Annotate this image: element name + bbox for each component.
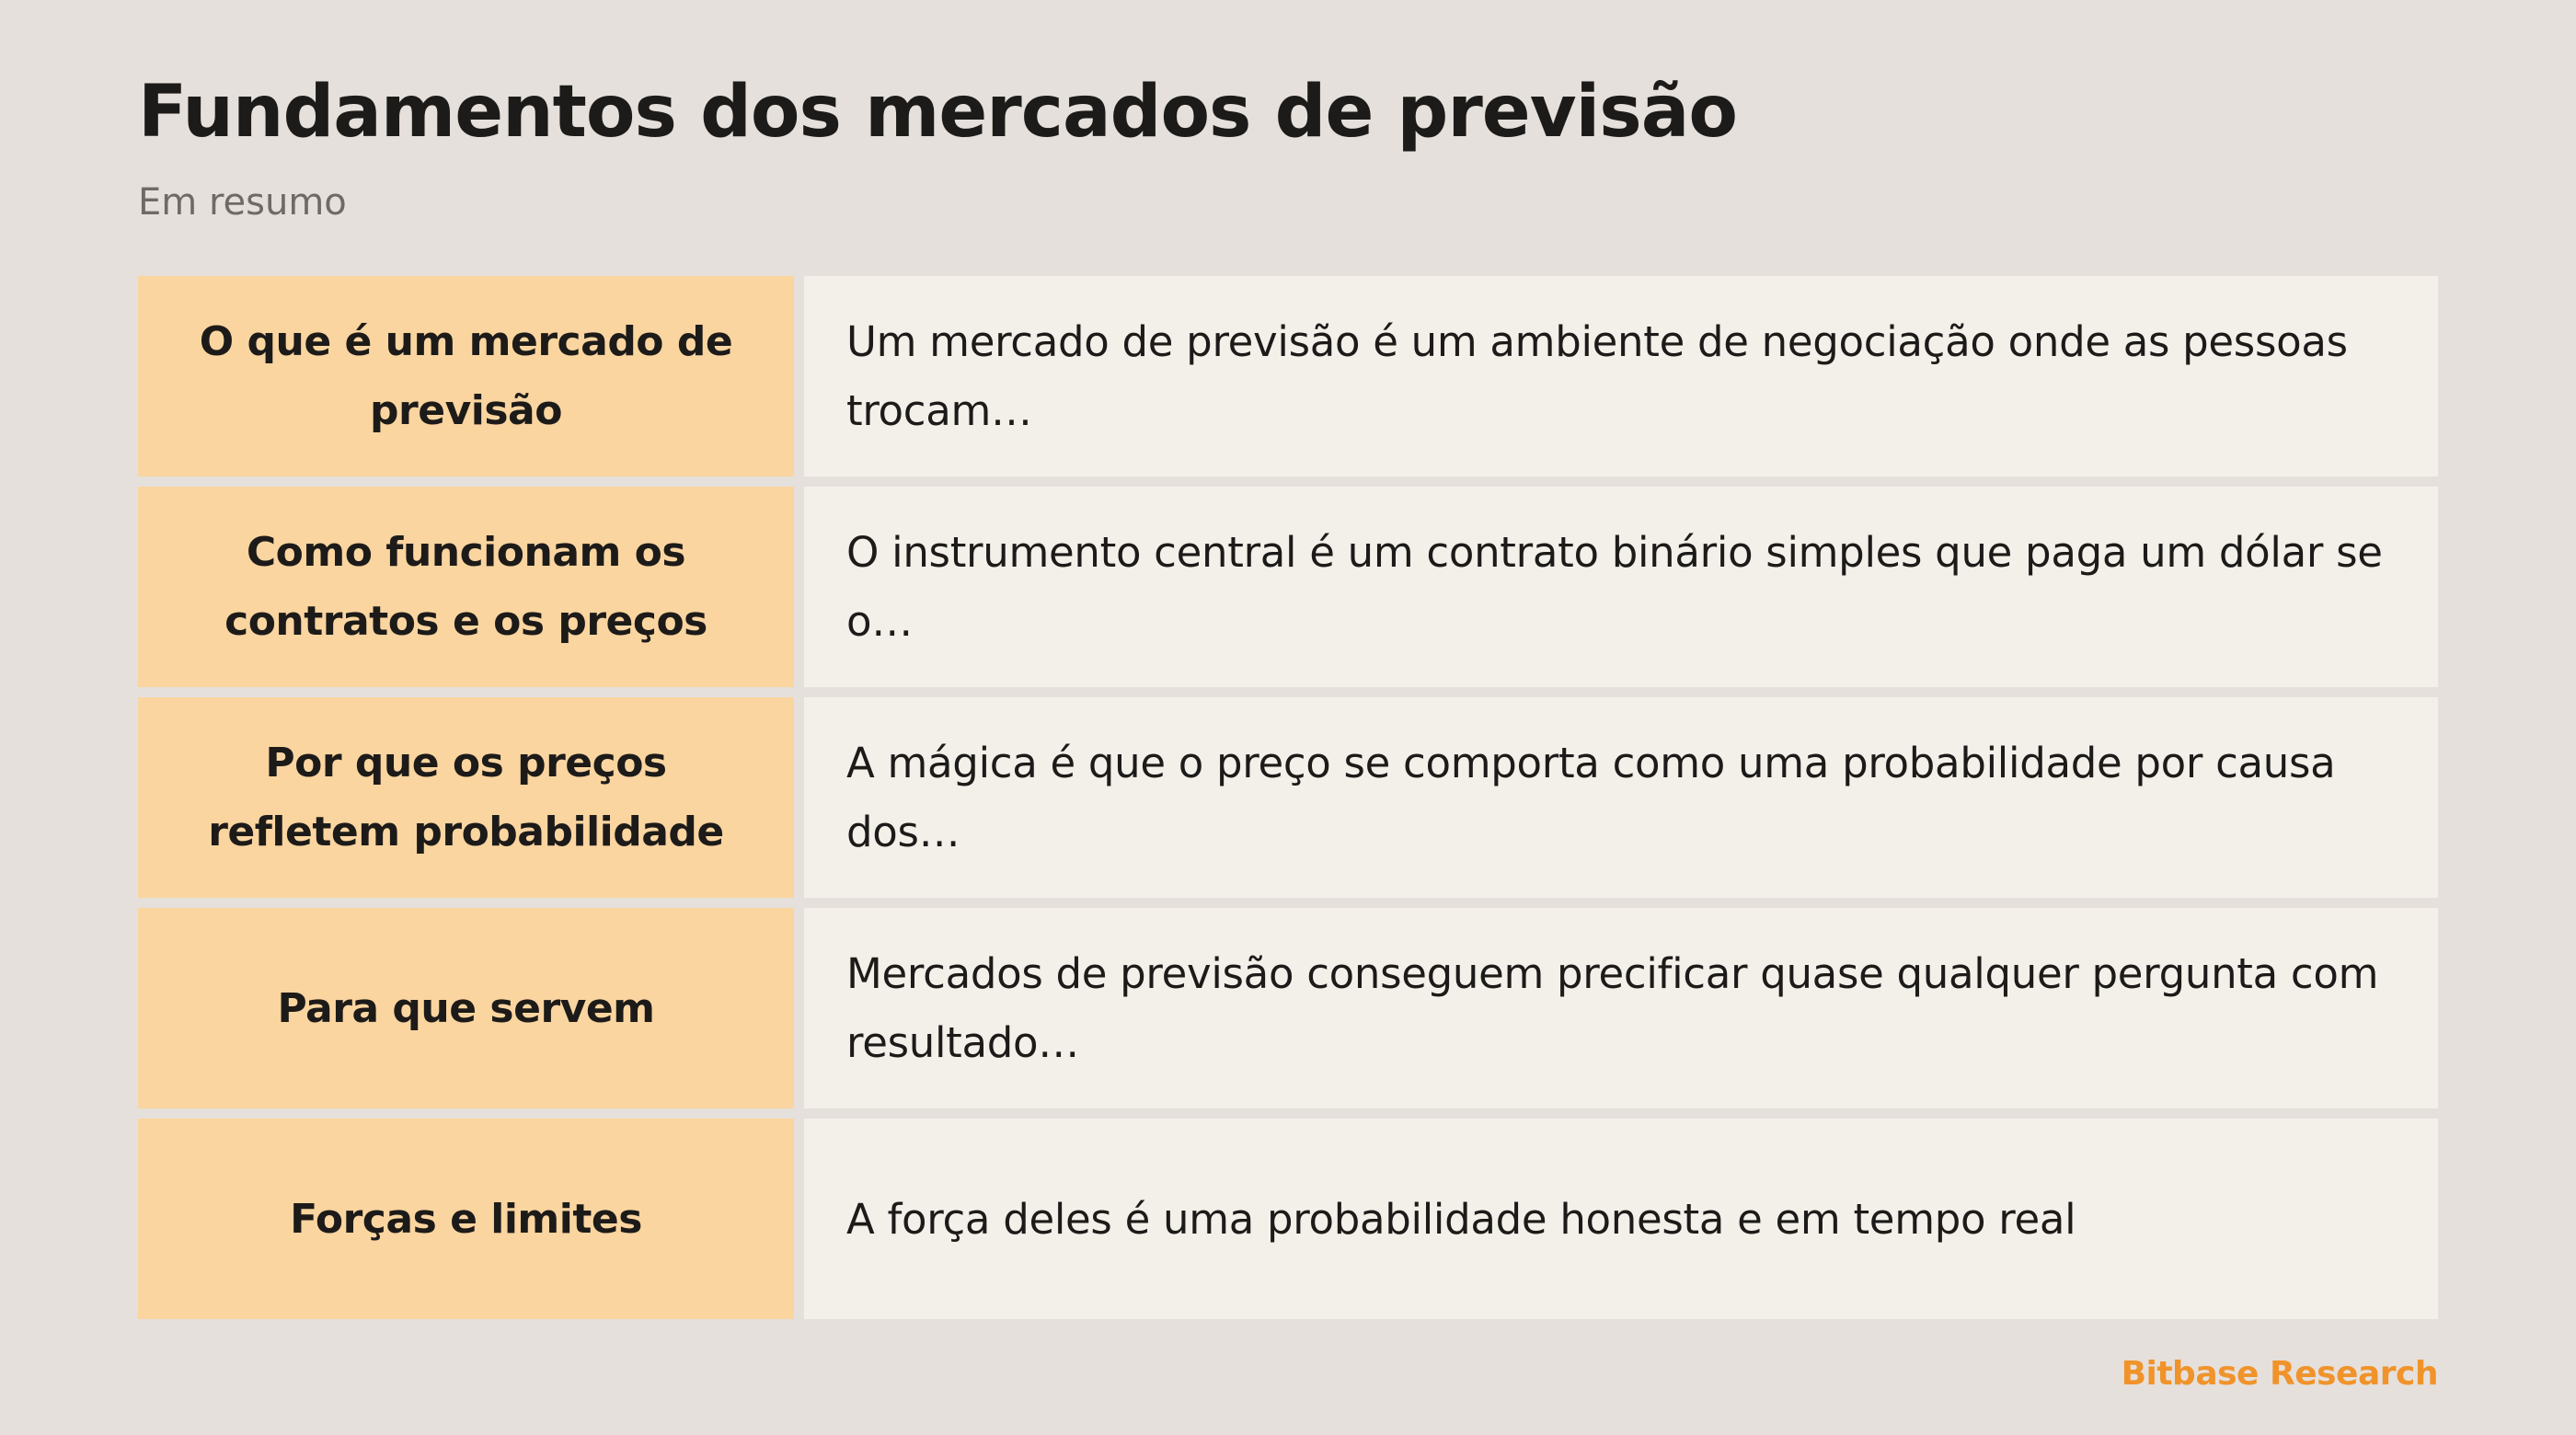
row-label: Por que os preços refletem probabilidade bbox=[208, 740, 724, 855]
brand-footer: Bitbase Research bbox=[2121, 1355, 2438, 1393]
table-row bbox=[138, 487, 2438, 687]
row-label: Forças e limites bbox=[290, 1195, 642, 1243]
page-subtitle: Em resumo bbox=[138, 181, 347, 224]
row-label-cell bbox=[138, 276, 794, 476]
row-value-cell bbox=[804, 487, 2438, 687]
row-label: Para que servem bbox=[277, 984, 655, 1032]
row-label-cell bbox=[138, 487, 794, 687]
row-value: O instrumento central é um contrato binário simples que paga um dólar se o… bbox=[846, 528, 2383, 646]
row-value-cell bbox=[804, 697, 2438, 898]
row-label: Como funcionam os contratos e os preços bbox=[224, 529, 707, 645]
row-label-cell bbox=[138, 697, 794, 898]
row-value-cell bbox=[804, 276, 2438, 476]
row-value: Um mercado de previsão é um ambiente de negociação onde as pessoas trocam… bbox=[846, 317, 2348, 435]
table-row bbox=[138, 276, 2438, 476]
row-label-cell bbox=[138, 908, 794, 1108]
summary-table bbox=[138, 276, 2438, 1319]
row-value-cell bbox=[804, 1119, 2438, 1319]
page-title: Fundamentos dos mercados de previsão bbox=[138, 71, 1737, 154]
row-value-cell bbox=[804, 908, 2438, 1108]
row-value: A mágica é que o preço se comporta como uma probabilidade por causa dos… bbox=[846, 739, 2336, 856]
row-label: O que é um mercado de previsão bbox=[199, 318, 733, 434]
table-row bbox=[138, 1119, 2438, 1319]
row-value: Mercados de previsão conseguem precificar quase qualquer pergunta com resultado… bbox=[846, 949, 2379, 1067]
row-value: A força deles é uma probabilidade honesta e em tempo real bbox=[846, 1194, 2076, 1244]
slide bbox=[138, 0, 2438, 1435]
table-row bbox=[138, 908, 2438, 1108]
table-row bbox=[138, 697, 2438, 898]
row-label-cell bbox=[138, 1119, 794, 1319]
